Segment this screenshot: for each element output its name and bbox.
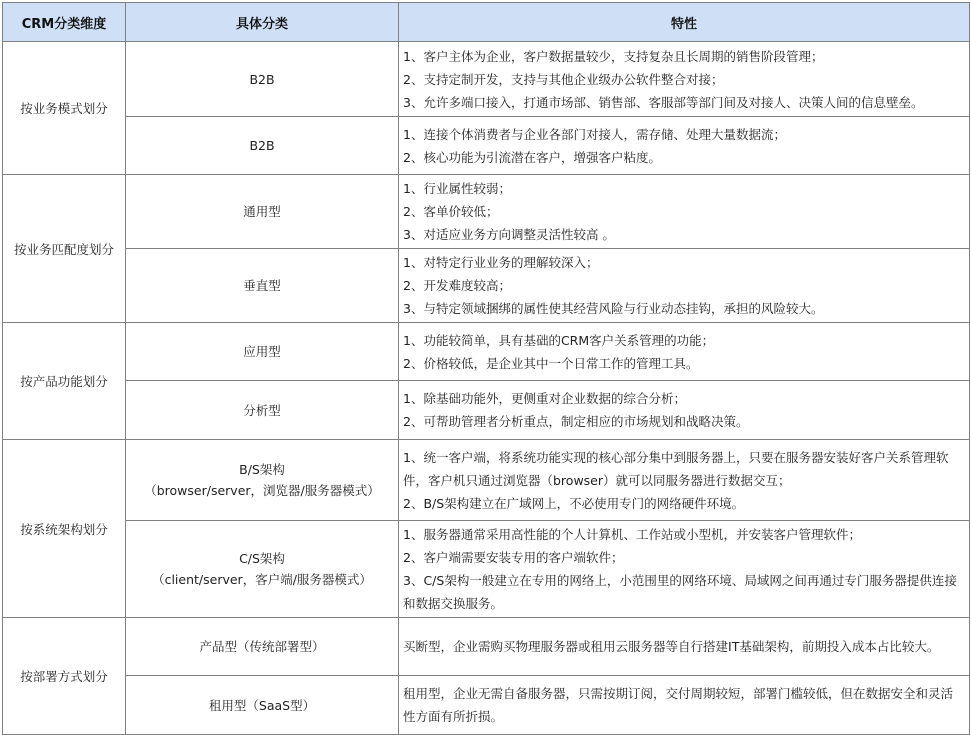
features-cell [399,618,970,676]
features-cell [399,323,970,381]
feature-line: 3、与特定领域捆绑的属性使其经营风险与行业动态挂钩，承担的风险较大。 [403,301,824,316]
features-cell [399,381,970,440]
table-row [3,249,970,323]
category-label: 分析型 [243,402,281,418]
category-cell [126,249,399,323]
category-sublabel: （browser/server，浏览器/服务器模式） [144,483,380,498]
feature-line: 2、价格较低，是企业其中一个日常工作的管理工具。 [403,355,699,371]
features-cell [399,42,970,117]
features-cell [399,249,970,323]
feature-line: 1、行业属性较弱； [403,181,511,196]
category-label: C/S架构 [239,551,285,566]
feature-line: 3、允许多端口接入，打通市场部、销售部、客服部等部门间及对接人、决策人间的信息壁垒。 [403,94,924,110]
category-cell [126,42,399,117]
table-row [3,440,970,521]
feature-line: 租用型，企业无需自备服务器，只需按期订阅，交付周期较短，部署门槛较低，但在数据安全和灵活性方面有所折损。 [403,686,954,724]
category-cell [126,323,399,381]
category-cell [126,440,399,521]
feature-line: 2、核心功能为引流潜在客户，增强客户粘度。 [403,149,661,165]
feature-line: 1、服务器通常采用高性能的个人计算机、工作站或小型机，并安装客户管理软件； [403,527,861,542]
feature-line: 1、功能较简单，具有基础的CRM客户关系管理的功能； [403,332,715,348]
feature-line: 1、除基础功能外，更侧重对企业数据的综合分析； [403,391,686,406]
header-features: 特性 [399,3,970,42]
dimension-cell: 按系统架构划分 [3,440,126,618]
feature-line: 2、支持定制开发，支持与其他企业级办公软件整合对接； [403,71,724,87]
crm-classification-table [2,2,970,735]
category-label: B2B [249,138,275,153]
table-row [3,618,970,676]
header-category: 具体分类 [126,3,399,42]
table-row [3,381,970,440]
features-cell [399,175,970,249]
category-sublabel: （client/server，客户端/服务器模式） [152,572,372,587]
feature-line: 买断型，企业需购买物理服务器或租用云服务器等自行搭建IT基础架构，前期投入成本占比较大。 [403,639,940,654]
dimension-cell: 按部署方式划分 [3,618,126,735]
category-cell [126,521,399,618]
category-label: B2B [249,71,275,87]
category-cell [126,676,399,735]
feature-line: 2、客户端需要安装专用的客户端软件； [403,550,624,565]
category-label: 应用型 [243,344,281,359]
feature-line: 3、C/S架构一般建立在专用的网络上，小范围里的网络环境、局域网之间再通过专门服务器提供连接和数据交换服务。 [403,573,957,611]
dimension-cell: 按业务模式划分 [3,42,126,175]
header-row [3,3,970,42]
category-cell [126,381,399,440]
table-row [3,42,970,117]
feature-line: 1、连接个体消费者与企业各部门对接人，需存储、处理大量数据流； [403,126,786,142]
table-row [3,521,970,618]
category-label: B/S架构 [239,462,285,477]
table-row [3,175,970,249]
feature-line: 2、可帮助管理者分析重点，制定相应的市场规划和战略决策。 [403,414,749,429]
feature-line: 1、对特定行业业务的理解较深入； [403,255,599,270]
category-label: 租用型（SaaS型） [208,697,316,713]
category-label: 产品型（传统部署型） [199,639,325,654]
features-cell [399,117,970,175]
feature-line: 2、开发难度较高； [403,278,511,293]
category-cell [126,117,399,175]
features-cell [399,521,970,618]
table-row [3,323,970,381]
features-cell [399,440,970,521]
category-cell [126,618,399,676]
feature-line: 1、客户主体为企业，客户数据量较少，支持复杂且长周期的销售阶段管理； [403,48,824,64]
feature-line: 1、统一客户端，将系统功能实现的核心部分集中到服务器上，只要在服务器安装好客户关系管理软件，客户机只通过浏览器（browser）就可以同服务器进行数据交互； [403,449,949,488]
header-dimension: CRM分类维度 [3,3,126,42]
category-label: 垂直型 [243,278,281,293]
feature-line: 3、对适应业务方向调整灵活性较高 。 [403,227,615,242]
feature-line: 2、客单价较低； [403,204,499,219]
dimension-cell: 按产品功能划分 [3,323,126,440]
dimension-cell: 按业务匹配度划分 [3,175,126,323]
category-cell [126,175,399,249]
features-cell [399,676,970,735]
category-label: 通用型 [243,204,281,219]
table-row [3,117,970,175]
feature-line: 2、B/S架构建立在广域网上，不必使用专门的网络硬件环境。 [403,495,745,511]
table-row [3,676,970,735]
